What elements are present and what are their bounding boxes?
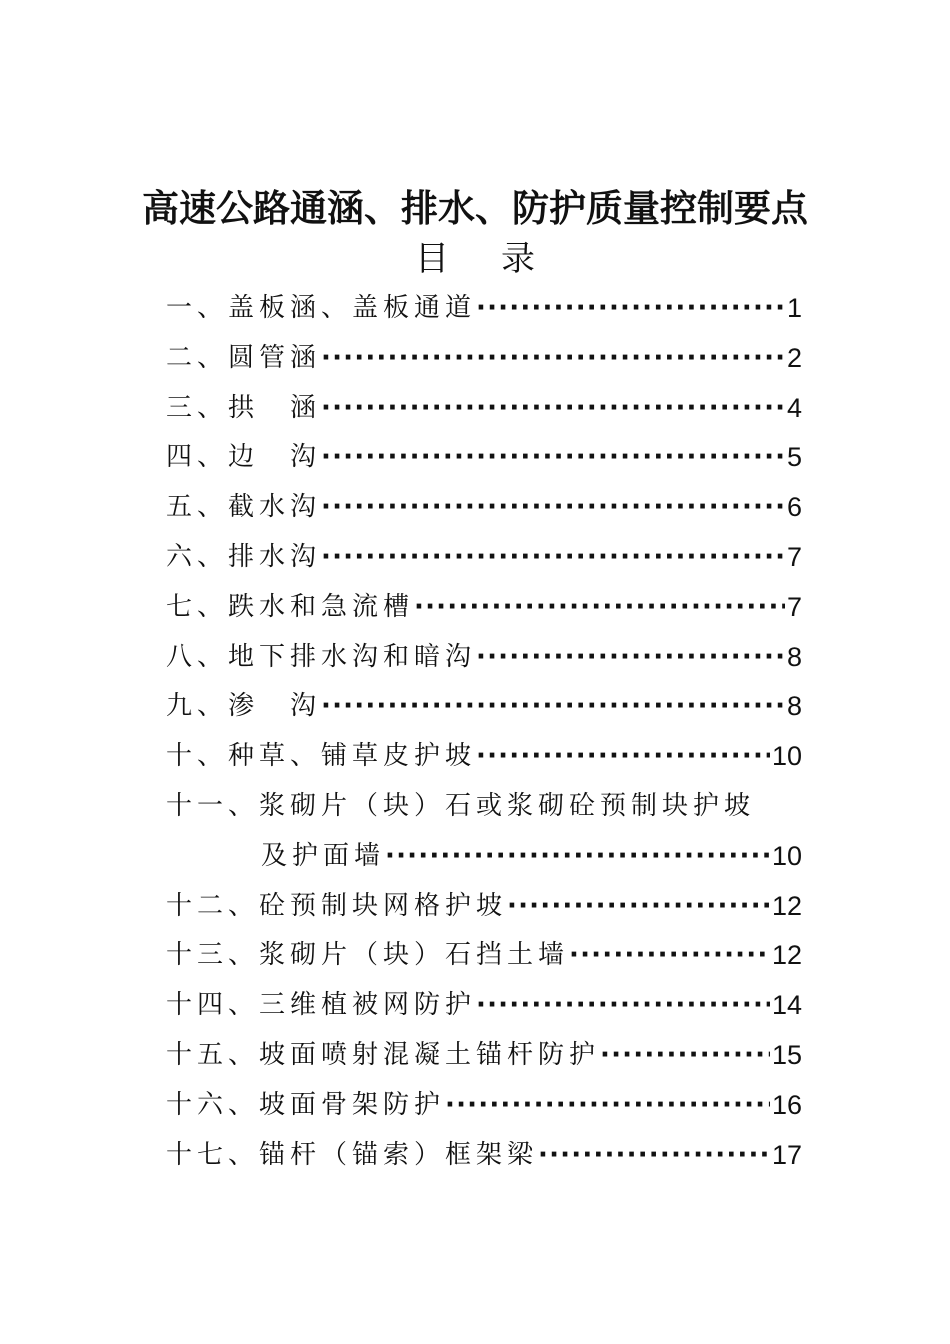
toc-page-number: 1 — [786, 293, 802, 323]
toc-entry[interactable] — [166, 483, 802, 533]
toc-entry-label: 十五、坡面喷射混凝土锚杆防护 — [166, 1039, 601, 1070]
toc-entry[interactable] — [166, 433, 802, 483]
toc-entry-label: 十一、浆砌片（块）石或浆砌砼预制块护坡 — [166, 790, 756, 821]
toc-entry-label: 八、地下排水沟和暗沟 — [166, 641, 477, 672]
toc-entry[interactable] — [166, 1031, 802, 1081]
toc-page-number: 7 — [786, 541, 802, 572]
toc-entry[interactable] — [166, 1081, 802, 1131]
toc-entry-label: 四、边 沟 — [166, 442, 322, 473]
toc-entry-label: 七、跌水和急流槽 — [166, 591, 415, 622]
toc-page-number: 15 — [771, 1039, 802, 1070]
toc-entry[interactable] — [166, 334, 802, 384]
toc-page-number: 2 — [786, 342, 802, 373]
toc-entry-label: 九、渗 沟 — [166, 691, 322, 722]
toc-page-number: 7 — [786, 591, 802, 622]
toc-entry[interactable] — [166, 633, 802, 683]
toc-leader-dots — [321, 682, 785, 732]
toc-entry-label: 一、盖板涵、盖板通道 — [166, 293, 477, 323]
toc-entry[interactable] — [166, 384, 802, 434]
toc-entry-label: 五、截水沟 — [166, 492, 322, 523]
toc-leader-dots — [476, 284, 785, 334]
toc-page-number: 16 — [771, 1089, 802, 1120]
toc-entry[interactable] — [166, 782, 802, 832]
toc-page-number: 12 — [771, 890, 802, 921]
toc-page-number: 14 — [771, 990, 802, 1021]
toc-entry-label-continued: 及护面墙 — [261, 840, 386, 871]
toc-heading-right: 录 — [501, 239, 535, 279]
toc-entry-label: 六、排水沟 — [166, 541, 322, 572]
toc-leader-dots — [414, 583, 785, 633]
toc-entry-label: 十四、三维植被网防护 — [166, 990, 477, 1021]
toc-leader-dots — [600, 1031, 770, 1081]
toc-entry[interactable] — [166, 732, 802, 782]
toc-entry-label: 十六、坡面骨架防护 — [166, 1089, 446, 1120]
toc-leader-dots — [321, 533, 785, 583]
toc-leader-dots — [476, 633, 785, 683]
toc-entry-label: 十七、锚杆（锚索）框架梁 — [166, 1139, 539, 1170]
toc-entry-label: 十三、浆砌片（块）石挡土墙 — [166, 940, 570, 971]
toc-leader-dots — [538, 1131, 770, 1181]
toc-entry-label: 三、拱 涵 — [166, 392, 322, 423]
toc-entry-label: 二、圆管涵 — [166, 342, 322, 373]
document-title: 高速公路通涵、排水、防护质量控制要点 — [142, 186, 808, 230]
toc-entry[interactable] — [166, 981, 802, 1031]
toc-entry-label: 十、种草、铺草皮护坡 — [166, 741, 477, 772]
toc-entry[interactable] — [166, 533, 802, 583]
toc-entry[interactable] — [166, 583, 802, 633]
toc-page-number: 17 — [771, 1139, 802, 1170]
toc-page-number: 12 — [771, 940, 802, 971]
toc-heading-left: 目 — [415, 239, 449, 279]
toc-page-number: 10 — [771, 840, 802, 871]
toc-leader-dots — [385, 832, 770, 882]
toc-leader-dots — [321, 334, 785, 384]
toc-leader-dots — [507, 882, 770, 932]
toc-page-number: 4 — [786, 392, 802, 423]
toc-entry-label: 十二、砼预制块网格护坡 — [166, 890, 508, 921]
toc-leader-dots — [445, 1081, 770, 1131]
toc-heading — [0, 234, 950, 284]
toc-leader-dots — [321, 384, 785, 434]
toc-page-number: 8 — [786, 641, 802, 672]
toc-page-number: 6 — [786, 492, 802, 523]
toc-entry[interactable] — [166, 682, 802, 732]
toc-entry[interactable] — [166, 882, 802, 932]
toc-entry[interactable] — [166, 284, 802, 334]
toc-page-number: 5 — [786, 442, 802, 473]
toc-leader-dots — [569, 931, 770, 981]
toc-entry[interactable] — [166, 1131, 802, 1181]
toc-page-number: 10 — [771, 741, 802, 772]
toc-leader-dots — [476, 981, 770, 1031]
toc-leader-dots — [321, 483, 785, 533]
toc-leader-dots — [476, 732, 770, 782]
toc-leader-dots — [321, 433, 785, 483]
toc-entry[interactable] — [166, 931, 802, 981]
toc-entry-continuation[interactable] — [166, 832, 802, 882]
toc-page-number: 8 — [786, 691, 802, 722]
table-of-contents — [166, 284, 802, 1180]
